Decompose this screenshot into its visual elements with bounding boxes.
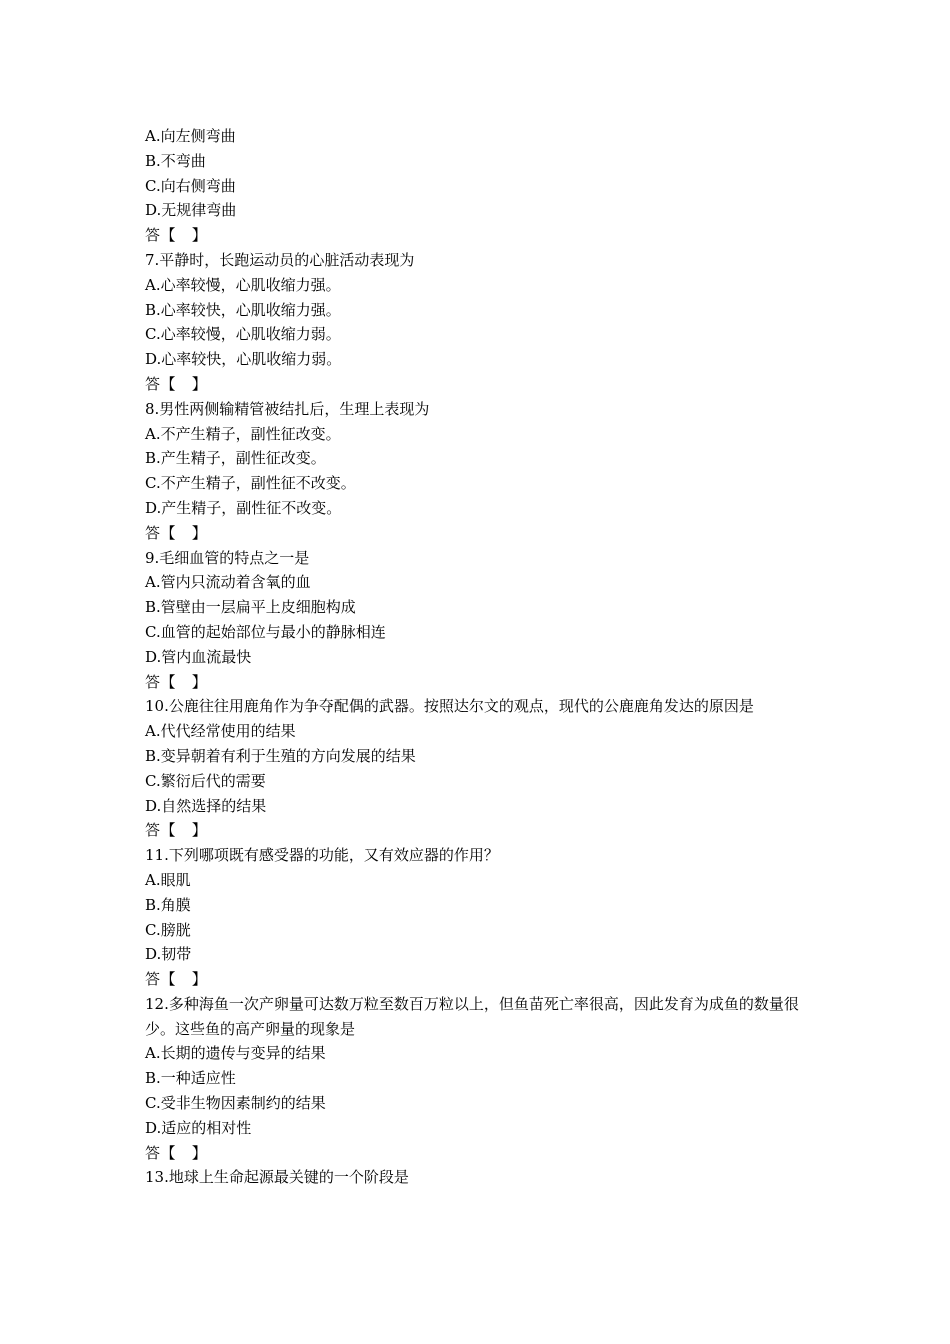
- option-b: B.变异朝着有利于生殖的方向发展的结果: [145, 746, 416, 765]
- question-7: [145, 248, 825, 397]
- option-b: B.心率较快，心肌收缩力强。: [145, 300, 341, 319]
- question-stem: 7.平静时，长跑运动员的心脏活动表现为: [145, 250, 415, 269]
- option-a: A.长期的遗传与变异的结果: [145, 1044, 326, 1063]
- option-a: A.心率较慢，心肌收缩力强。: [145, 275, 341, 294]
- option-d: D.心率较快，心肌收缩力弱。: [145, 350, 342, 369]
- answer-blank: 答【 】: [145, 226, 208, 245]
- document-page: [145, 124, 825, 1190]
- option-b: B.一种适应性: [145, 1069, 236, 1088]
- option-b: B.不弯曲: [145, 151, 206, 170]
- option-d: D.产生精子，副性征不改变。: [145, 498, 342, 517]
- question-10: [145, 694, 825, 843]
- question-stem: 8.男性两侧输精管被结扎后，生理上表现为: [145, 399, 430, 418]
- option-d: D.适应的相对性: [145, 1118, 252, 1137]
- option-b: B.管壁由一层扁平上皮细胞构成: [145, 598, 356, 617]
- option-a: A.向左侧弯曲: [145, 127, 236, 145]
- option-c: C.繁衍后代的需要: [145, 771, 266, 790]
- option-c: C.不产生精子，副性征不改变。: [145, 474, 356, 493]
- option-a: A.代代经常使用的结果: [145, 722, 296, 741]
- question-stem: 11.下列哪项既有感受器的功能，又有效应器的作用？: [145, 846, 499, 865]
- answer-blank: 答【 】: [145, 523, 208, 542]
- answer-blank: 答【 】: [145, 970, 208, 989]
- option-a: A.不产生精子，副性征改变。: [145, 424, 341, 443]
- question-6-options: [145, 124, 825, 248]
- question-11: [145, 843, 825, 992]
- option-d: D.管内血流最快: [145, 647, 252, 666]
- option-d: D.韧带: [145, 945, 192, 964]
- question-stem: 10.公鹿往往用鹿角作为争夺配偶的武器。按照达尔文的观点，现代的公鹿鹿角发达的原因是: [145, 697, 754, 716]
- option-d: D.无规律弯曲: [145, 201, 237, 220]
- option-b: B.产生精子，副性征改变。: [145, 449, 326, 468]
- answer-blank: 答【 】: [145, 1143, 208, 1162]
- option-d: D.自然选择的结果: [145, 796, 267, 815]
- option-c: C.受非生物因素制约的结果: [145, 1094, 326, 1113]
- option-c: C.血管的起始部位与最小的静脉相连: [145, 622, 386, 641]
- question-stem: 9.毛细血管的特点之一是: [145, 548, 310, 567]
- answer-blank: 答【 】: [145, 821, 208, 840]
- question-13: [145, 1165, 825, 1190]
- question-stem: 13.地球上生命起源最关键的一个阶段是: [145, 1168, 409, 1187]
- option-b: B.角膜: [145, 895, 191, 914]
- question-stem: 12.多种海鱼一次产卵量可达数万粒至数百万粒以上，但鱼苗死亡率很高，因此发育为成鱼的数量很少。这些鱼的高产卵量的现象是: [145, 994, 799, 1038]
- option-a: A.管内只流动着含氧的血: [145, 573, 311, 592]
- option-c: C.心率较慢，心肌收缩力弱。: [145, 325, 341, 344]
- option-c: C.膀胱: [145, 920, 191, 939]
- question-8: [145, 397, 825, 546]
- answer-blank: 答【 】: [145, 374, 208, 393]
- option-c: C.向右侧弯曲: [145, 176, 236, 195]
- answer-blank: 答【 】: [145, 672, 208, 691]
- option-a: A.眼肌: [145, 870, 191, 889]
- question-12: [145, 992, 825, 1166]
- question-9: [145, 546, 825, 695]
